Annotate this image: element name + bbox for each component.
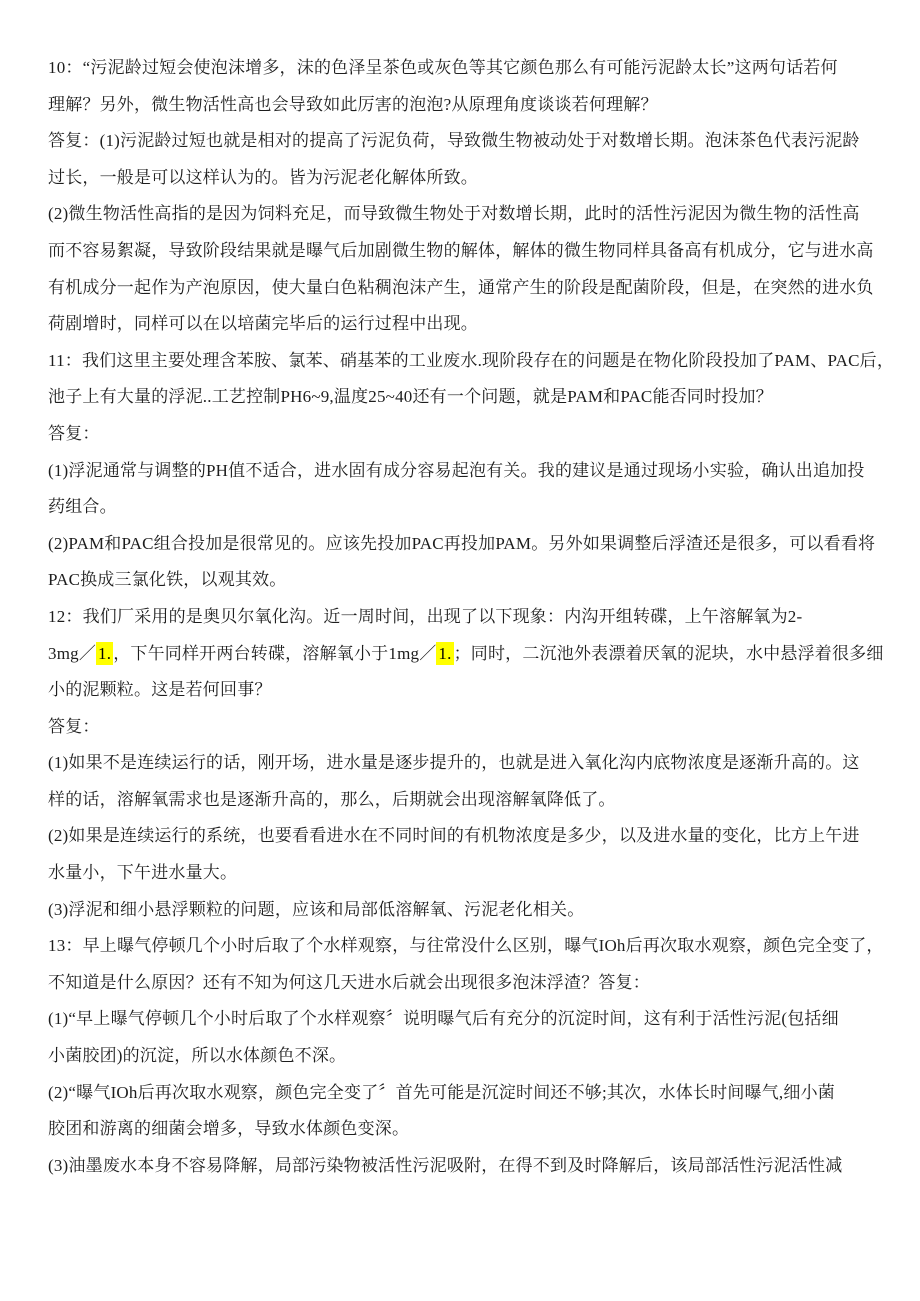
text-line — [48, 745, 874, 782]
text-segment: 答复： — [48, 423, 100, 443]
text-segment: 而不容易絮凝，导致阶段结果就是曝气后加剧微生物的解体，解体的微生物同样具备高有机成分，它与进水高 — [48, 240, 874, 260]
text-segment: 小菌胶团)的沉淀，所以水体颜色不深。 — [48, 1046, 347, 1066]
text-line — [48, 672, 874, 709]
text-line — [48, 453, 874, 490]
document-body — [48, 50, 895, 1184]
text-line — [48, 416, 874, 453]
text-line — [48, 636, 884, 673]
text-segment: 11：我们这里主要处理含苯胺、氯苯、硝基苯的工业废水.现阶段存在的问题是在物化阶段投加了PAM、PAC后， — [48, 350, 895, 370]
text-line — [48, 489, 874, 526]
text-line — [48, 709, 874, 746]
text-line — [48, 1148, 874, 1185]
text-line — [48, 818, 874, 855]
text-segment: 药组合。 — [48, 497, 117, 517]
text-line — [48, 87, 874, 124]
text-line — [48, 928, 884, 965]
text-segment: 小的泥颗粒。这是若何回事？ — [48, 680, 272, 700]
text-segment: 池子上有大量的浮泥..工艺控制PH6~9,温度25~40还有一个问题，就是PAM和PAC能否同时投加？ — [48, 387, 773, 407]
text-line — [48, 892, 874, 929]
text-segment: 水量小，下午进水量大。 — [48, 863, 238, 883]
text-segment: 答复：(1)污泥龄过短也就是相对的提高了污泥负荷，导致微生物被动处于对数增长期。泡沫茶色代表污泥龄 — [48, 131, 860, 151]
text-segment: (3)油墨废水本身不容易降解，局部污染物被活性污泥吸附，在得不到及时降解后，该局部活性污泥活性减 — [48, 1155, 843, 1175]
text-segment: 10：“污泥龄过短会使泡沫增多，沫的色泽呈茶色或灰色等其它颜色那么有可能污泥龄太长”这两句话若何 — [48, 58, 838, 77]
text-line — [48, 855, 874, 892]
text-line — [48, 782, 874, 819]
text-line — [48, 599, 874, 636]
text-line — [48, 1038, 874, 1075]
text-segment: (3)浮泥和细小悬浮颗粒的问题，应该和局部低溶解氧、污泥老化相关。 — [48, 899, 585, 919]
text-segment: (2)如果是连续运行的系统，也要看看进水在不同时间的有机物浓度是多少，以及进水量的变化，比方上午进 — [48, 826, 860, 846]
text-segment: 不知道是什么原因？还有不知为何这几天进水后就会出现很多泡沫浮渣？答复： — [48, 972, 650, 992]
highlighted-text: 1. — [438, 643, 452, 663]
text-line — [48, 233, 874, 270]
text-segment: 3mg／ — [48, 643, 97, 663]
text-segment: ，下午同样开两台转碟，溶解氧小于1mg／ — [113, 643, 437, 663]
text-line — [48, 965, 874, 1002]
text-line — [48, 160, 874, 197]
text-line — [48, 379, 874, 416]
text-line — [48, 526, 874, 563]
text-line — [48, 196, 874, 233]
text-segment: 胶团和游离的细菌会增多，导致水体颜色变深。 — [48, 1119, 410, 1139]
text-line — [48, 343, 895, 380]
text-line — [48, 562, 874, 599]
text-segment: (1)浮泥通常与调整的PH值不适合，进水固有成分容易起泡有关。我的建议是通过现场小实验，确认出追加投 — [48, 460, 865, 480]
text-segment: 有机成分一起作为产泡原因，使大量白色粘稠泡沫产生，通常产生的阶段是配菌阶段，但是，在突然的进水负 — [48, 277, 874, 297]
text-segment: ；同时，二沉池外表漂着厌氧的泥块，水中悬浮着很多细 — [453, 643, 884, 663]
text-segment: 13：早上曝气停顿几个小时后取了个水样观察，与往常没什么区别，曝气IOh后再次取水观察，颜色完全变了， — [48, 936, 884, 956]
text-segment: (2)PAM和PAC组合投加是很常见的。应该先投加PAC再投加PAM。另外如果调整后浮渣还是很多，可以看看将 — [48, 533, 876, 553]
text-segment: (2)“曝气IOh后再次取水观察，颜色完全变了〞首先可能是沉淀时间还不够;其次，水体长时间曝气,细小菌 — [48, 1082, 835, 1102]
text-segment: 12：我们厂采用的是奥贝尔氧化沟。近一周时间，出现了以下现象：内沟开组转碟，上午溶解氧为2- — [48, 606, 803, 626]
text-segment: 答复： — [48, 716, 100, 736]
text-line — [48, 270, 874, 307]
text-line — [48, 123, 874, 160]
text-segment: 过长，一般是可以这样认为的。皆为污泥老化解体所致。 — [48, 167, 478, 187]
text-segment: (1)“早上曝气停顿几个小时后取了个水样观察〞说明曝气后有充分的沉淀时间，这有利于活性污泥(包括细 — [48, 1009, 839, 1029]
text-segment: 理解？另外，微生物活性高也会导致如此厉害的泡泡?从原理角度谈谈若何理解？ — [48, 94, 658, 114]
text-line — [48, 50, 874, 87]
text-segment: PAC换成三氯化铁，以观其效。 — [48, 570, 287, 590]
text-line — [48, 1001, 874, 1038]
document-page — [48, 50, 895, 1184]
text-segment: (2)微生物活性高指的是因为饲料充足，而导致微生物处于对数增长期，此时的活性污泥因为微生物的活性高 — [48, 204, 860, 224]
text-segment: (1)如果不是连续运行的话，刚开场，进水量是逐步提升的，也就是进入氧化沟内底物浓度是逐渐升高的。这 — [48, 753, 860, 773]
text-line — [48, 1111, 874, 1148]
highlighted-text: 1. — [98, 643, 112, 663]
text-line — [48, 1075, 874, 1112]
text-line — [48, 306, 874, 343]
text-segment: 样的话，溶解氧需求也是逐渐升高的，那么，后期就会出现溶解氧降低了。 — [48, 789, 616, 809]
text-segment: 荷剧增时，同样可以在以培菌完毕后的运行过程中出现。 — [48, 314, 478, 334]
